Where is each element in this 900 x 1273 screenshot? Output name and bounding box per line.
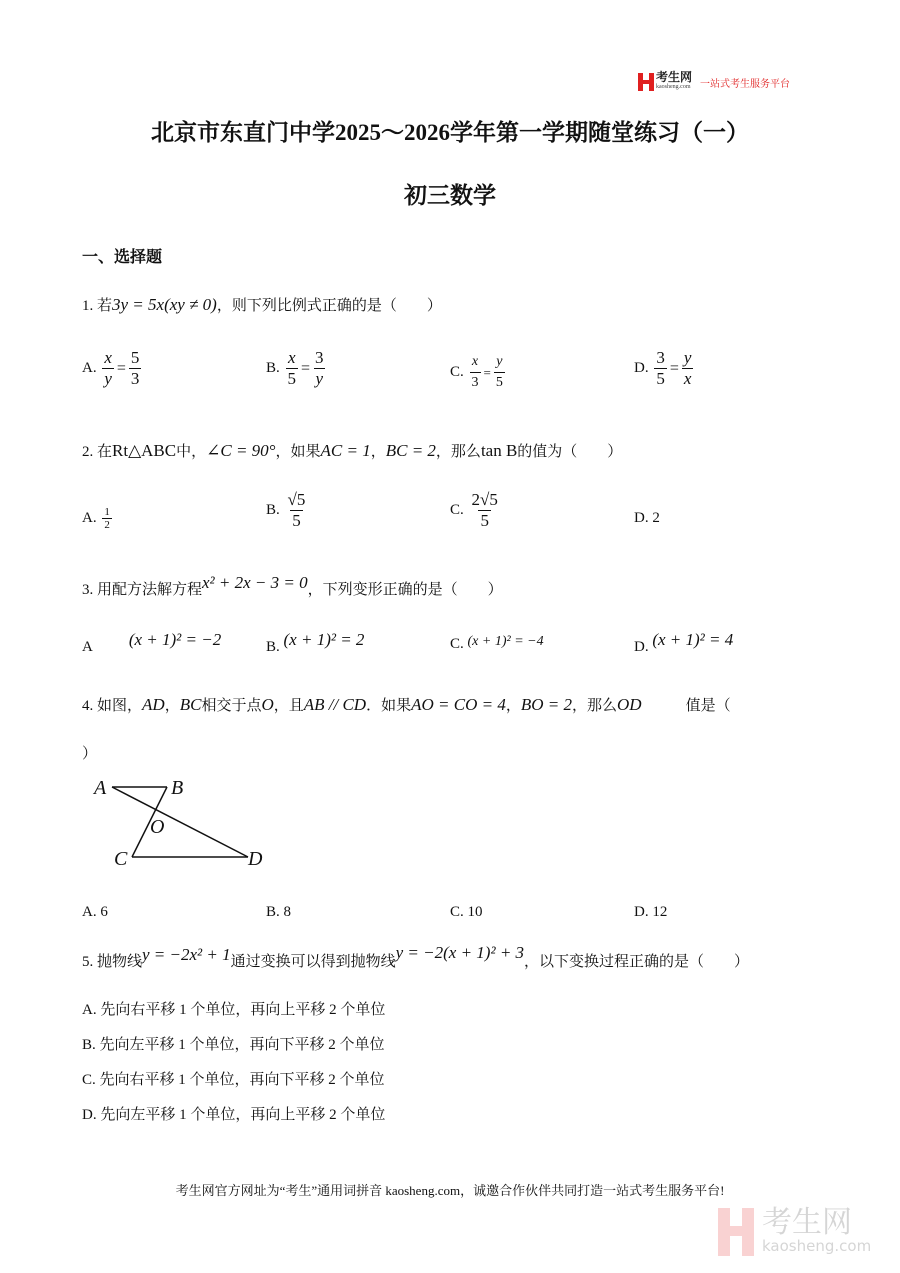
q2-number: 2. 在 xyxy=(82,444,113,460)
frac-num: 3 xyxy=(656,348,665,367)
label-d: D xyxy=(248,848,263,870)
option-label: D. xyxy=(634,510,649,526)
frac-den: x xyxy=(683,369,692,388)
option-label: C. xyxy=(450,904,464,920)
q3-option-c xyxy=(450,636,544,653)
option-label: A. xyxy=(82,904,97,920)
question-4 xyxy=(82,694,731,715)
logo-slogan: 一站式考生服务平台 xyxy=(700,78,791,90)
option-label: C. xyxy=(82,1072,96,1088)
option-value: 先向左平移 1 个单位，再向下平移 2 个单位 xyxy=(99,1037,385,1053)
option-label: A. xyxy=(82,359,97,376)
q5-option-b xyxy=(82,1033,385,1054)
option-label: A. xyxy=(82,1002,97,1018)
q4-option-d xyxy=(634,904,667,921)
q4-expr: AB // CD xyxy=(303,695,367,714)
q1-rest: ，则下列比例式正确的是（ ） xyxy=(216,298,442,314)
option-label: A. xyxy=(82,509,97,526)
q2-option-c xyxy=(450,490,502,531)
option-label: C. xyxy=(450,501,464,518)
footer-text: 考生网官方网址为“考生”通用词拼音 kaosheng.com，诚邀合作伙伴共同打造一站式考生服务平台! xyxy=(175,1183,725,1198)
frac-den: 5 xyxy=(292,511,301,530)
q2-expr: Rt△ABC xyxy=(112,441,177,460)
q5-option-a xyxy=(82,998,385,1019)
q2-text: 中， xyxy=(176,444,207,460)
option-value: (x + 1)² = 4 xyxy=(652,630,734,649)
option-value: 2 xyxy=(652,510,660,526)
logo-mark-icon xyxy=(638,73,654,91)
option-value: 10 xyxy=(467,904,483,920)
section-heading: 一、选择题 xyxy=(82,249,163,266)
frac-num: y xyxy=(683,348,692,367)
q2-option-a xyxy=(82,506,114,531)
q4-figure xyxy=(92,770,272,875)
page-subtitle: 初三数学 xyxy=(404,183,496,208)
option-label: A xyxy=(82,639,93,655)
frac-den: 5 xyxy=(494,372,505,393)
option-label: D. xyxy=(634,639,649,655)
frac-den: 3 xyxy=(470,372,481,393)
q5-text: ，以下变换过程正确的是（ ） xyxy=(524,954,750,970)
watermark-text: 考生网 xyxy=(762,1205,852,1240)
q4-expr: OD xyxy=(617,695,642,714)
q4-option-b xyxy=(266,904,291,921)
label-o: O xyxy=(150,816,165,838)
watermark-logo xyxy=(718,1205,872,1256)
option-value: (x + 1)² = −4 xyxy=(467,634,544,649)
q2-expr: AC = 1 xyxy=(320,441,371,460)
frac-den: 2 xyxy=(104,519,110,531)
q1-number: 1. 若 xyxy=(82,298,113,314)
option-label: C. xyxy=(450,363,464,380)
frac-den: y xyxy=(315,369,324,388)
q5-text: 通过变换可以得到抛物线 xyxy=(230,954,396,970)
question-5 xyxy=(82,943,750,971)
option-value: 6 xyxy=(100,904,108,920)
frac-num: 1 xyxy=(104,506,110,518)
q4-expr: AO = CO = 4 xyxy=(411,695,506,714)
q5-option-d xyxy=(82,1103,385,1124)
q5-expr: y = −2(x + 1)² + 3 xyxy=(395,943,525,962)
q4-number: 4. 如图， xyxy=(82,698,143,714)
frac-num: 3 xyxy=(315,348,324,367)
question-2 xyxy=(82,440,622,461)
frac-num: x xyxy=(104,348,112,367)
option-label: B. xyxy=(266,501,280,518)
q4-close-paren: ） xyxy=(82,746,98,762)
q4-text: ， xyxy=(164,698,180,714)
label-a: A xyxy=(94,777,107,799)
q3-number: 3. 用配方法解方程 xyxy=(82,582,203,598)
q4-text: 相交于点 xyxy=(201,698,262,714)
q4-text: ，那么 xyxy=(572,698,618,714)
q1-option-a: A. $\frac{x}{y}$ = $\frac{5}{3}$ xyxy=(82,348,140,388)
frac-den: 5 xyxy=(656,369,665,388)
option-value: 12 xyxy=(652,904,668,920)
q1-expr: 3y = 5x(xy ≠ 0) xyxy=(112,295,217,314)
q4-option-a xyxy=(82,904,108,921)
page-title: 北京市东直门中学2025～2026学年第一学期随堂练习（一） xyxy=(151,120,749,145)
watermark-mark-icon xyxy=(718,1208,754,1256)
q4-text: ，且 xyxy=(273,698,304,714)
q2-option-b xyxy=(266,490,309,531)
option-label: D. xyxy=(634,359,649,376)
frac-num: 5 xyxy=(130,348,140,367)
q1-option-d: D. $\frac{3}{5}$ = $\frac{y}{x}$ xyxy=(634,348,692,388)
q4-expr: BO = 2 xyxy=(520,695,572,714)
frac-den: 5 xyxy=(480,511,489,530)
option-label: B. xyxy=(266,904,280,920)
frac-den: 5 xyxy=(287,369,297,388)
frac-den: y xyxy=(104,369,112,388)
q3-expr: x² + 2x − 3 = 0 xyxy=(202,573,308,592)
frac-num: x xyxy=(287,348,296,367)
q2-text: ， xyxy=(370,444,386,460)
frac-num: 2√5 xyxy=(471,490,498,509)
q4-text: ， xyxy=(505,698,521,714)
question-3 xyxy=(82,573,503,599)
logo-sub: kaosheng.com xyxy=(656,84,691,90)
option-label: B. xyxy=(266,639,280,655)
q1-option-c: C. $\frac{x}{3}$ = $\frac{y}{5}$ xyxy=(450,352,507,393)
q3-option-b xyxy=(266,630,365,656)
frac-num: √5 xyxy=(287,490,306,509)
option-label: D. xyxy=(82,1107,97,1123)
option-label: C. xyxy=(450,636,464,652)
q5-number: 5. 抛物线 xyxy=(82,954,143,970)
option-label: B. xyxy=(82,1037,96,1053)
q2-expr: BC = 2 xyxy=(385,441,436,460)
frac-num: y xyxy=(496,354,503,369)
q1-option-b: B. $\frac{x}{5}$ = $\frac{3}{y}$ xyxy=(266,348,324,388)
option-value: 8 xyxy=(283,904,292,920)
option-value: 先向左平移 1 个单位，再向上平移 2 个单位 xyxy=(100,1107,386,1123)
q2-option-d xyxy=(634,510,660,527)
option-value: 先向右平移 1 个单位，再向下平移 2 个单位 xyxy=(99,1072,385,1088)
q4-text: 值是（ xyxy=(685,698,731,714)
q4-expr: BC xyxy=(179,695,202,714)
frac-den: 3 xyxy=(130,369,140,388)
q5-expr: y = −2x² + 1 xyxy=(142,945,231,964)
q3-rest: ，下列变形正确的是（ ） xyxy=(307,582,503,598)
q3-option-a xyxy=(82,630,222,656)
q5-option-c xyxy=(82,1068,385,1089)
label-c: C xyxy=(114,848,128,870)
q2-text: ，如果 xyxy=(275,444,321,460)
q4-expr: AD xyxy=(142,695,165,714)
q4-expr: O xyxy=(261,695,274,714)
question-1 xyxy=(82,294,442,315)
option-value: 先向右平移 1 个单位，再向上平移 2 个单位 xyxy=(100,1002,386,1018)
watermark-sub: kaosheng.com xyxy=(762,1237,872,1255)
q2-text: 的值为（ ） xyxy=(517,444,623,460)
option-label: D. xyxy=(634,904,649,920)
q2-expr: tan B xyxy=(480,441,518,460)
kaosheng-logo xyxy=(638,72,790,92)
frac-num: x xyxy=(471,354,479,369)
q4-text: ．如果 xyxy=(366,698,412,714)
q4-option-c xyxy=(450,904,483,921)
option-value: (x + 1)² = 2 xyxy=(283,630,365,649)
option-label: B. xyxy=(266,359,280,376)
label-b: B xyxy=(171,777,184,799)
q3-option-d xyxy=(634,630,734,656)
q2-expr: ∠C = 90° xyxy=(206,441,276,460)
option-value: (x + 1)² = −2 xyxy=(128,630,222,649)
q2-text: ，那么 xyxy=(435,444,481,460)
logo-text: 考生网 xyxy=(656,70,693,84)
